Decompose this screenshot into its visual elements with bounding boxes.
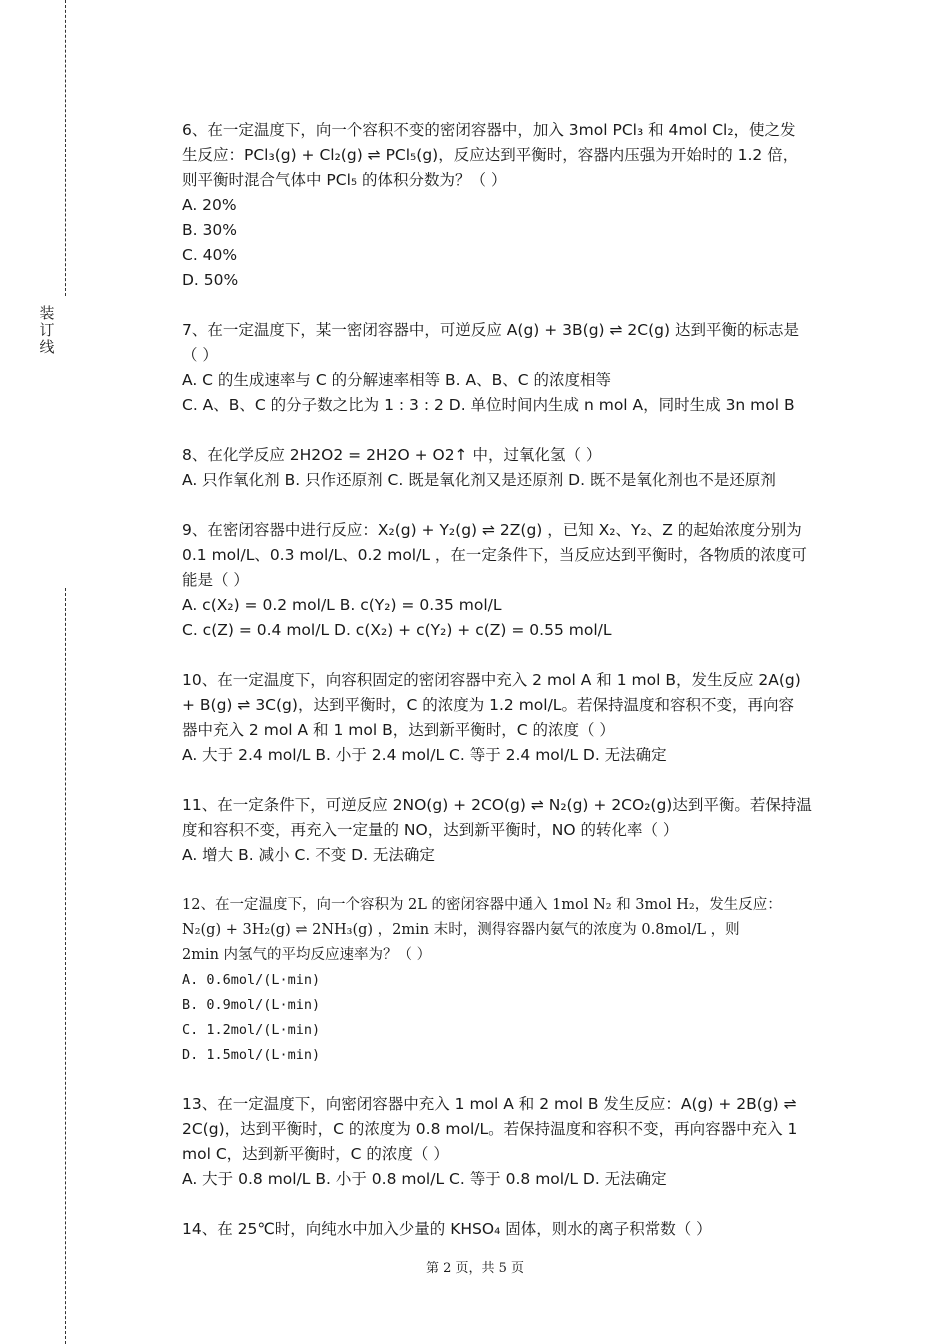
question-line: 11、在一定条件下，可逆反应 2NO(g) + 2CO(g) ⇌ N₂(g) + 2CO₂(g)达到平衡。若保持温 — [182, 796, 812, 814]
answer-option: A. 大于 2.4 mol/L B. 小于 2.4 mol/L C. 等于 2.4 mol/L D. 无法确定 — [182, 746, 667, 764]
answer-option: A. 增大 B. 减小 C. 不变 D. 无法确定 — [182, 846, 435, 864]
question-14 — [182, 1217, 847, 1242]
answer-option: A. C 的生成速率与 C 的分解速率相等 B. A、B、C 的浓度相等 — [182, 371, 612, 389]
question-line: 14、在 25℃时，向纯水中加入少量的 KHSO₄ 固体，则水的离子积常数（ ） — [182, 1220, 712, 1238]
binding-dashed-line-top — [65, 0, 66, 296]
question-6 — [182, 118, 847, 293]
question-line: 12、在一定温度下，向一个容积为 2L 的密闭容器中通入 1mol N₂ 和 3mol H₂，发生反应： — [182, 897, 782, 913]
question-7 — [182, 318, 847, 418]
answer-option: A. 20% — [182, 196, 237, 214]
answer-option: B. 30% — [182, 221, 237, 239]
answer-option: B. 0.9mol/(L·min) — [182, 997, 321, 1013]
answer-option: A. 0.6mol/(L·min) — [182, 972, 321, 988]
question-line: 10、在一定温度下，向容积固定的密闭容器中充入 2 mol A 和 1 mol B，发生反应 2A(g) — [182, 671, 801, 689]
answer-option: D. 1.5mol/(L·min) — [182, 1047, 321, 1063]
question-line: N₂(g) + 3H₂(g) ⇌ 2NH₃(g) ，2min 末时，测得容器内氨气的浓度为 0.8mol/L ，则 — [182, 922, 740, 938]
answer-option: C. 40% — [182, 246, 238, 264]
question-list — [182, 118, 847, 1267]
question-line: （ ） — [182, 346, 218, 364]
answer-option: C. A、B、C 的分子数之比为 1 : 3 : 2 D. 单位时间内生成 n mol A，同时生成 3n mol B — [182, 396, 795, 414]
question-line: 6、在一定温度下，向一个容积不变的密闭容器中，加入 3mol PCl₃ 和 4mol Cl₂，使之发 — [182, 121, 796, 139]
question-line: 生反应：PCl₃(g) + Cl₂(g) ⇌ PCl₅(g)，反应达到平衡时，容器内压强为开始时的 1.2 倍， — [182, 146, 799, 164]
answer-option: A. 只作氧化剂 B. 只作还原剂 C. 既是氧化剂又是还原剂 D. 既不是氧化剂也不是还原剂 — [182, 471, 776, 489]
binding-label-char: 订 — [39, 321, 55, 339]
binding-label — [38, 305, 56, 356]
answer-option: A. 大于 0.8 mol/L B. 小于 0.8 mol/L C. 等于 0.8 mol/L D. 无法确定 — [182, 1170, 667, 1188]
page-number: 第 2 页，共 5 页 — [425, 1261, 525, 1276]
question-line: 8、在化学反应 2H2O2 = 2H2O + O2↑ 中，过氧化氢（ ） — [182, 446, 602, 464]
question-line: 13、在一定温度下，向密闭容器中充入 1 mol A 和 2 mol B 发生反应：A(g) + 2B(g) ⇌ — [182, 1095, 797, 1113]
question-12 — [182, 893, 847, 1068]
answer-option: A. c(X₂) = 0.2 mol/L B. c(Y₂) = 0.35 mol/L — [182, 596, 502, 614]
binding-label-char: 线 — [39, 338, 55, 356]
question-line: 0.1 mol/L、0.3 mol/L、0.2 mol/L ，在一定条件下，当反应达到平衡时，各物质的浓度可 — [182, 546, 807, 564]
question-line: 器中充入 2 mol A 和 1 mol B，达到新平衡时，C 的浓度（ ） — [182, 721, 615, 739]
question-10 — [182, 668, 847, 768]
question-line: + B(g) ⇌ 3C(g)，达到平衡时，C 的浓度为 1.2 mol/L。若保持温度和容积不变，再向容 — [182, 696, 794, 714]
question-11 — [182, 793, 847, 868]
question-line: 7、在一定温度下，某一密闭容器中，可逆反应 A(g) + 3B(g) ⇌ 2C(g) 达到平衡的标志是 — [182, 321, 799, 339]
question-line: 2min 内氢气的平均反应速率为？（ ） — [182, 947, 432, 963]
question-line: mol C，达到新平衡时，C 的浓度（ ） — [182, 1145, 449, 1163]
question-line: 2C(g)，达到平衡时，C 的浓度为 0.8 mol/L。若保持温度和容积不变，再向容器中充入 1 — [182, 1120, 798, 1138]
question-line: 则平衡时混合气体中 PCl₅ 的体积分数为？（ ） — [182, 171, 507, 189]
question-line: 度和容积不变，再充入一定量的 NO，达到新平衡时，NO 的转化率（ ） — [182, 821, 679, 839]
question-line: 能是（ ） — [182, 571, 249, 589]
question-13 — [182, 1092, 847, 1192]
question-9 — [182, 518, 847, 643]
question-8 — [182, 443, 847, 493]
answer-option: C. c(Z) = 0.4 mol/L D. c(X₂) + c(Y₂) + c(Z) = 0.55 mol/L — [182, 621, 612, 639]
binding-label-char: 装 — [39, 304, 55, 322]
question-line: 9、在密闭容器中进行反应：X₂(g) + Y₂(g) ⇌ 2Z(g) ，已知 X₂、Y₂、Z 的起始浓度分别为 — [182, 521, 802, 539]
answer-option: D. 50% — [182, 271, 239, 289]
binding-dashed-line-bottom — [65, 588, 66, 1344]
answer-option: C. 1.2mol/(L·min) — [182, 1022, 321, 1038]
